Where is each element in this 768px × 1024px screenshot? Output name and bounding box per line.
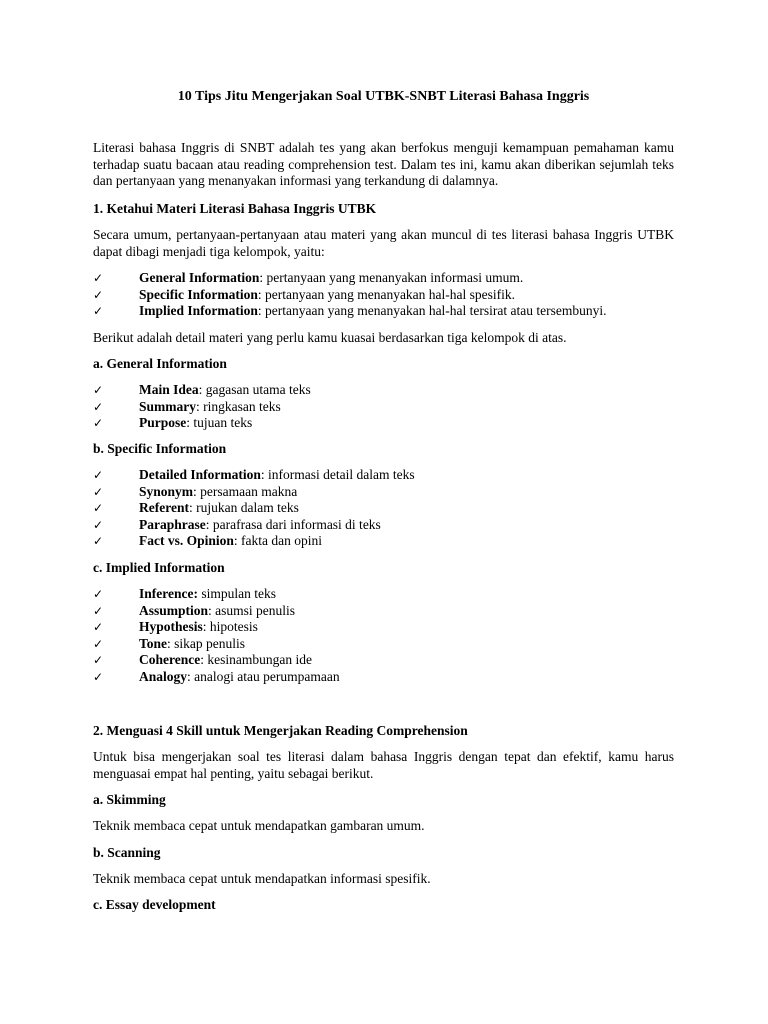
list-item: ✓ Hypothesis: hipotesis <box>93 619 258 635</box>
check-icon: ✓ <box>93 517 104 532</box>
list-item: ✓ Main Idea: gagasan utama teks <box>93 382 311 397</box>
intro-paragraph: Literasi bahasa Inggris di SNBT adalah tes yang akan berfokus menguji kemampuan pemahaman kamu terhadap suatu bacaan atau reading comprehension test. Dalam tes ini, kamu akan diberikan sejumlah teks dan pertanyaan yang menanyakan informasi yang terkandung di dalamnya. <box>93 140 674 189</box>
scanning-text: Teknik membaca cepat untuk mendapatkan informasi spesifik. <box>93 871 431 886</box>
check-icon: ✓ <box>93 484 104 499</box>
scanning-heading: b. Scanning <box>93 845 161 860</box>
check-icon: ✓ <box>93 383 104 397</box>
check-icon: ✓ <box>93 636 104 651</box>
specific-information-heading: b. Specific Information <box>93 441 227 456</box>
list-item: ✓ Analogy: analogi atau perumpamaan <box>93 668 340 684</box>
check-icon: ✓ <box>93 501 104 516</box>
general-information-heading: a. General Information <box>93 356 227 371</box>
check-icon: ✓ <box>93 620 104 635</box>
list-item: ✓ Specific Information: pertanyaan yang menanyakan hal-hal spesifik. <box>93 286 516 302</box>
list-item: ✓ Referent: rujukan dalam teks <box>93 500 299 516</box>
check-icon: ✓ <box>93 287 104 302</box>
check-icon: ✓ <box>93 399 104 414</box>
check-icon: ✓ <box>93 304 104 319</box>
groups-followup-paragraph: Berikut adalah detail materi yang perlu kamu kuasai berdasarkan tiga kelompok di atas. <box>93 330 567 345</box>
list-item: ✓ Synonym: persamaan makna <box>93 483 298 499</box>
list-item: ✓ Purpose: tujuan teks <box>93 415 253 431</box>
implied-information-heading: c. Implied Information <box>93 560 225 575</box>
specific-information-list <box>93 467 674 550</box>
section2-heading: 2. Menguasi 4 Skill untuk Mengerjakan Reading Comprehension <box>93 723 468 738</box>
implied-information-list <box>93 586 674 686</box>
check-icon: ✓ <box>93 603 104 618</box>
list-item: ✓ Summary: ringkasan teks <box>93 398 281 414</box>
section2-paragraph: Untuk bisa mengerjakan soal tes literasi dalam bahasa Inggris dengan tepat dan efektif, kamu harus menguasai empat hal penting, yaitu sebagai berikut. <box>93 749 674 781</box>
essay-development-heading: c. Essay development <box>93 897 216 912</box>
list-item: ✓ Inference: simpulan teks <box>93 586 276 601</box>
skimming-heading: a. Skimming <box>93 792 166 807</box>
check-icon: ✓ <box>93 653 104 668</box>
list-item: ✓ General Information: pertanyaan yang menanyakan informasi umum. <box>93 270 524 285</box>
check-icon: ✓ <box>93 534 104 549</box>
document-title: 10 Tips Jitu Mengerjakan Soal UTBK-SNBT Literasi Bahasa Inggris <box>177 89 590 104</box>
section1-paragraph: Secara umum, pertanyaan-pertanyaan atau materi yang akan muncul di tes literasi bahasa Inggris UTBK dapat dibagi menjadi tiga kelompok, yaitu: <box>93 227 674 259</box>
list-item: ✓ Implied Information: pertanyaan yang menanyakan hal-hal tersirat atau tersembunyi. <box>93 303 607 319</box>
check-icon: ✓ <box>93 416 104 431</box>
section1-heading: 1. Ketahui Materi Literasi Bahasa Inggris UTBK <box>93 201 377 216</box>
check-icon: ✓ <box>93 587 104 601</box>
general-information-list <box>93 382 674 432</box>
list-item: ✓ Paraphrase: parafrasa dari informasi di teks <box>93 516 381 532</box>
skimming-text: Teknik membaca cepat untuk mendapatkan gambaran umum. <box>93 818 425 833</box>
list-item: ✓ Fact vs. Opinion: fakta dan opini <box>93 533 322 549</box>
check-icon: ✓ <box>93 468 104 482</box>
list-item: ✓ Tone: sikap penulis <box>93 635 246 651</box>
list-item: ✓ Assumption: asumsi penulis <box>93 602 296 618</box>
check-icon: ✓ <box>93 669 104 684</box>
check-icon: ✓ <box>93 271 104 285</box>
list-item: ✓ Coherence: kesinambungan ide <box>93 652 312 668</box>
question-groups-list <box>93 270 674 320</box>
list-item: ✓ Detailed Information: informasi detail dalam teks <box>93 467 415 482</box>
